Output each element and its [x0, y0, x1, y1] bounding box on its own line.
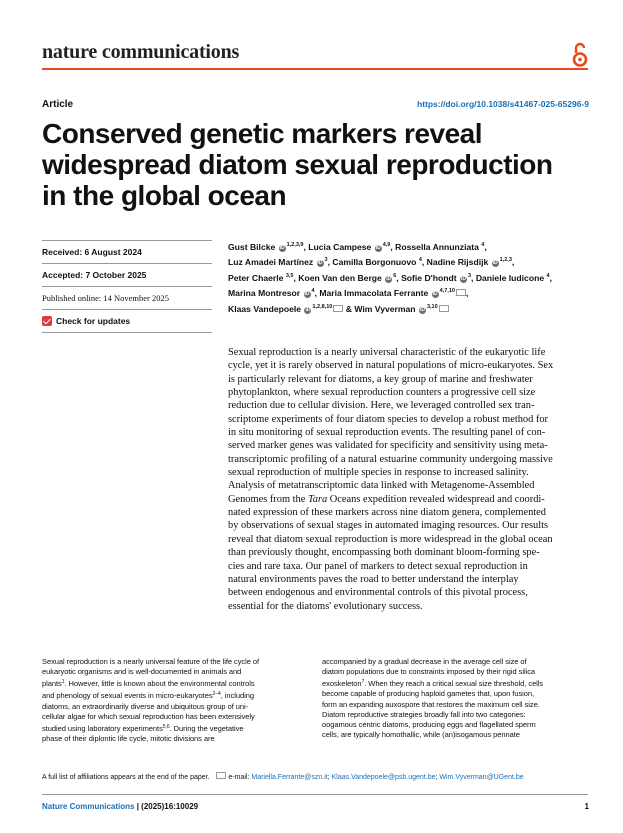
- body-line: eukaryotic organisms and is well-documented in animals and: [42, 667, 242, 677]
- abstract: [228, 346, 590, 613]
- email-icon: [333, 305, 343, 312]
- author-name: Luz Amadei Martínez iD $^3$: [228, 257, 328, 268]
- abstract-line: reduction due to cellular division. Here, we leveraged controlled sex tran-: [228, 400, 535, 412]
- email-icon: [456, 289, 466, 296]
- abstract-line: essential for the diatoms' evolutionary success.: [228, 600, 423, 612]
- author-affiliation: 3: [324, 257, 328, 264]
- open-access-icon: [571, 42, 589, 68]
- author-affiliation: 4: [311, 288, 315, 295]
- author-name: Rossella Annunziata $^4$: [395, 242, 485, 252]
- author-name: Camilla Borgonuovo $^4$: [332, 257, 422, 268]
- author-affiliation: 3,10: [426, 303, 438, 310]
- body-column-right: [322, 657, 590, 740]
- abstract-line: transcriptomic profiling of a natural estuarine community undergoing massive: [228, 453, 553, 465]
- author-affiliation: 3,5: [285, 272, 294, 279]
- body-line: become capable of producing haploid gametes that, upon fusion,: [322, 689, 535, 699]
- orcid-icon: iD: [419, 306, 425, 313]
- citation-superscript: 7: [361, 679, 365, 686]
- abstract-line: Sexual reproduction is a nearly universal characteristic of the eukaryotic life: [228, 347, 546, 358]
- abstract-line: Genomes from the Tara Oceans expedition revealed widespread and coordi-: [228, 493, 545, 505]
- body-line: cells, are typically homothallic, while (an)isogamous pennate: [322, 730, 520, 740]
- body-line: oogamous centric diatoms, producing eggs and flagellated sperm: [322, 719, 536, 729]
- journal-name: nature communications: [42, 41, 240, 63]
- orcid-icon: iD: [375, 245, 381, 251]
- body-line: and phenology of sexual events in micro-eukaryotes$^{2-4}$, including: [42, 691, 254, 701]
- accepted-date: Accepted: 7 October 2025: [42, 263, 212, 286]
- author-name: Koen Van den Berge iD $^6$: [298, 272, 397, 283]
- abstract-line: is particularly relevant for diatoms, a key group of marine and freshwater: [228, 373, 533, 385]
- author-name: Nadine Rijsdijk iD $^{1,2,3}$: [426, 257, 512, 268]
- body-line: accompanied by a gradual decrease in the average cell size of: [322, 657, 527, 666]
- body-line: diatoms, an extraordinarily diverse and ubiquitous group of uni-: [42, 701, 249, 711]
- author-name: Marina Montresor iD $^4$: [228, 288, 315, 299]
- body-line: diatom populations due to constraints imposed by their rigid silica: [322, 667, 536, 677]
- page-number: 1: [584, 802, 589, 811]
- abstract-line: nated expression of these markers across nine diatom genera, complemented: [228, 507, 546, 519]
- author-affiliation: 3: [467, 272, 472, 279]
- doi-link[interactable]: https://doi.org/10.1038/s41467-025-65296-9: [417, 99, 589, 109]
- email-link-1[interactable]: Mariella.Ferrante@szn.it: [251, 774, 328, 781]
- body-line: plants$^1$. However, little is known about the environmental controls: [42, 679, 255, 689]
- article-type: Article: [42, 99, 74, 110]
- footer-rule: [42, 794, 588, 795]
- orcid-icon: iD: [492, 260, 498, 267]
- received-date: Received: 6 August 2024: [42, 240, 212, 263]
- abstract-line: by observations of sexual stages in automated imaging resources. Our results: [228, 520, 549, 532]
- body-line: Diatom reproductive strategies broadly fall into two categories:: [322, 709, 526, 719]
- author-list: Gust Bilcke iD $^{1,2,3,9}$, Lucia Campese iD $^{4,9}$, Rossella Annunziata $^4$, Luz Amadei Martínez iD $^3$, Camilla Borgonuovo $^4$, Nadine Rijsdijk iD $^{1,2,3}$, Peter Chaerle $^{3,5}$, Koen Van den Berge iD $^6$, Sofie D'hondt iD $^3$, Daniele Iudicone $^4$, Marina Montresor iD $^4$, Maria Immacolata Ferrante iD $^{4,7,10}$ , Klaas Vandepoele iD $^{1,2,8,10}$ & Wim Vyverman iD $^{3,10}$: [228, 242, 552, 314]
- orcid-icon: iD: [305, 306, 311, 313]
- author-affiliation: 1,2,3,9: [286, 242, 304, 248]
- footer-volume: | (2025)16:10029: [136, 802, 199, 811]
- author-affiliation: 6: [393, 272, 397, 279]
- author-affiliation: 4: [481, 242, 485, 248]
- author-affiliation: 1,2,3: [499, 257, 512, 264]
- check-updates-icon: [42, 316, 52, 326]
- abstract-line: between endogenous and environmental controls of this pivotal process,: [228, 587, 528, 599]
- author-affiliation: 4: [546, 272, 550, 279]
- abstract-line: served marker genes was validated for specificity and sensitivity using meta-: [228, 440, 548, 452]
- footer-citation: [42, 802, 198, 811]
- abstract-line: cies and rare taxa. Our panel of markers to detect sexual reproduction in: [228, 560, 528, 572]
- author-name: Daniele Iudicone $^4$: [475, 272, 550, 283]
- affiliation-note-text: A full list of affiliations appears at the end of the paper.: [42, 774, 210, 781]
- citation-superscript: 2–4: [212, 691, 221, 698]
- author-affiliation: 4,7,10: [439, 288, 455, 295]
- citation-superscript: 5,6: [162, 723, 170, 730]
- header-rule: [42, 68, 588, 70]
- abstract-line: natural environments paves the road to better understand the interplay: [228, 573, 519, 585]
- abstract-line: in situ monitoring of sexual reproduction events. The resulting panel of con-: [228, 427, 546, 439]
- author-name: Lucia Campese iD $^{4,9}$: [308, 242, 391, 252]
- email-label: e-mail:: [228, 774, 250, 781]
- article-dates: [42, 240, 212, 333]
- affiliation-footnote: A full list of affiliations appears at the end of the paper. e-mail: Mariella.Ferrante@szn.it; Klaas.Vandepoele@psb.ugent.be; Wim.Vyverman@UGent.be: [42, 774, 524, 781]
- body-line: studied using laboratory experiments$^{5,6}$. During the vegetative: [42, 723, 244, 733]
- abstract-line: phytoplankton, where sexual reproduction counters a progressive cell size: [228, 387, 536, 399]
- check-updates-button[interactable]: [42, 309, 212, 333]
- orcid-icon: iD: [304, 291, 310, 298]
- orcid-icon: iD: [317, 260, 323, 267]
- author-name: Wim Vyverman iD $^{3,10}$: [354, 304, 448, 314]
- orcid-icon: iD: [386, 275, 392, 282]
- orcid-icon: iD: [279, 245, 285, 251]
- abstract-line: than previously thought, encompassing both dominant bloom-forming spe-: [228, 547, 540, 559]
- author-affiliation: 1,2,8,10: [312, 303, 333, 310]
- abstract-line: sexual reproduction of multiple species in response to increased salinity.: [228, 467, 529, 479]
- author-name: Gust Bilcke iD $^{1,2,3,9}$: [228, 242, 304, 252]
- email-icon: [439, 305, 449, 312]
- email-link-2[interactable]: Klaas.Vandepoele@psb.ugent.be: [331, 774, 436, 781]
- body-line: cellular algae for which sexual reproduction has been extensively: [42, 711, 255, 721]
- orcid-icon: iD: [460, 275, 466, 282]
- body-column-left: [42, 657, 306, 744]
- author-name: Klaas Vandepoele iD $^{1,2,8,10}$: [228, 304, 343, 314]
- body-line: exoskeleton$^7$. When they reach a critical sexual size threshold, cells: [322, 679, 544, 689]
- abstract-line: reveal that diatom sexual reproduction is more widespread in the global ocean: [228, 533, 553, 545]
- email-icon: [216, 772, 226, 779]
- author-affiliation: 4,9: [382, 242, 391, 248]
- author-name: Maria Immacolata Ferrante iD $^{4,7,10}$: [319, 288, 466, 298]
- check-updates-label: Check for updates: [56, 316, 131, 326]
- email-link-3[interactable]: Wim.Vyverman@UGent.be: [439, 774, 524, 781]
- footer-journal: Nature Communications: [42, 802, 135, 811]
- italic-text: Tara: [307, 493, 328, 505]
- author-name: Peter Chaerle $^{3,5}$: [228, 272, 294, 283]
- article-title: Conserved genetic markers reveal widespread diatom sexual reproduction in the global ocean: [42, 118, 553, 211]
- orcid-icon: iD: [432, 291, 438, 298]
- abstract-line: cycle, yet it is rarely observed in natural populations of micro-eukaryotes. Sex: [228, 360, 554, 372]
- body-line: form an expanding auxospore that restores the maximum cell size.: [322, 699, 540, 709]
- body-line: phase of their diplontic life cycle, mitotic divisions are: [42, 734, 215, 744]
- author-affiliation: 4: [418, 257, 422, 264]
- abstract-line: scriptome experiments of four diatom species to develop a robust method for: [228, 413, 549, 425]
- published-date: Published online: 14 November 2025: [42, 286, 212, 309]
- abstract-line: Analysis of metatranscriptomic data linked with Metagenome-Assembled: [228, 480, 535, 492]
- body-line: Sexual reproduction is a nearly universal feature of the life cycle of: [42, 657, 260, 666]
- citation-superscript: 1: [61, 679, 65, 686]
- author-name: Sofie D'hondt iD $^3$: [401, 272, 472, 283]
